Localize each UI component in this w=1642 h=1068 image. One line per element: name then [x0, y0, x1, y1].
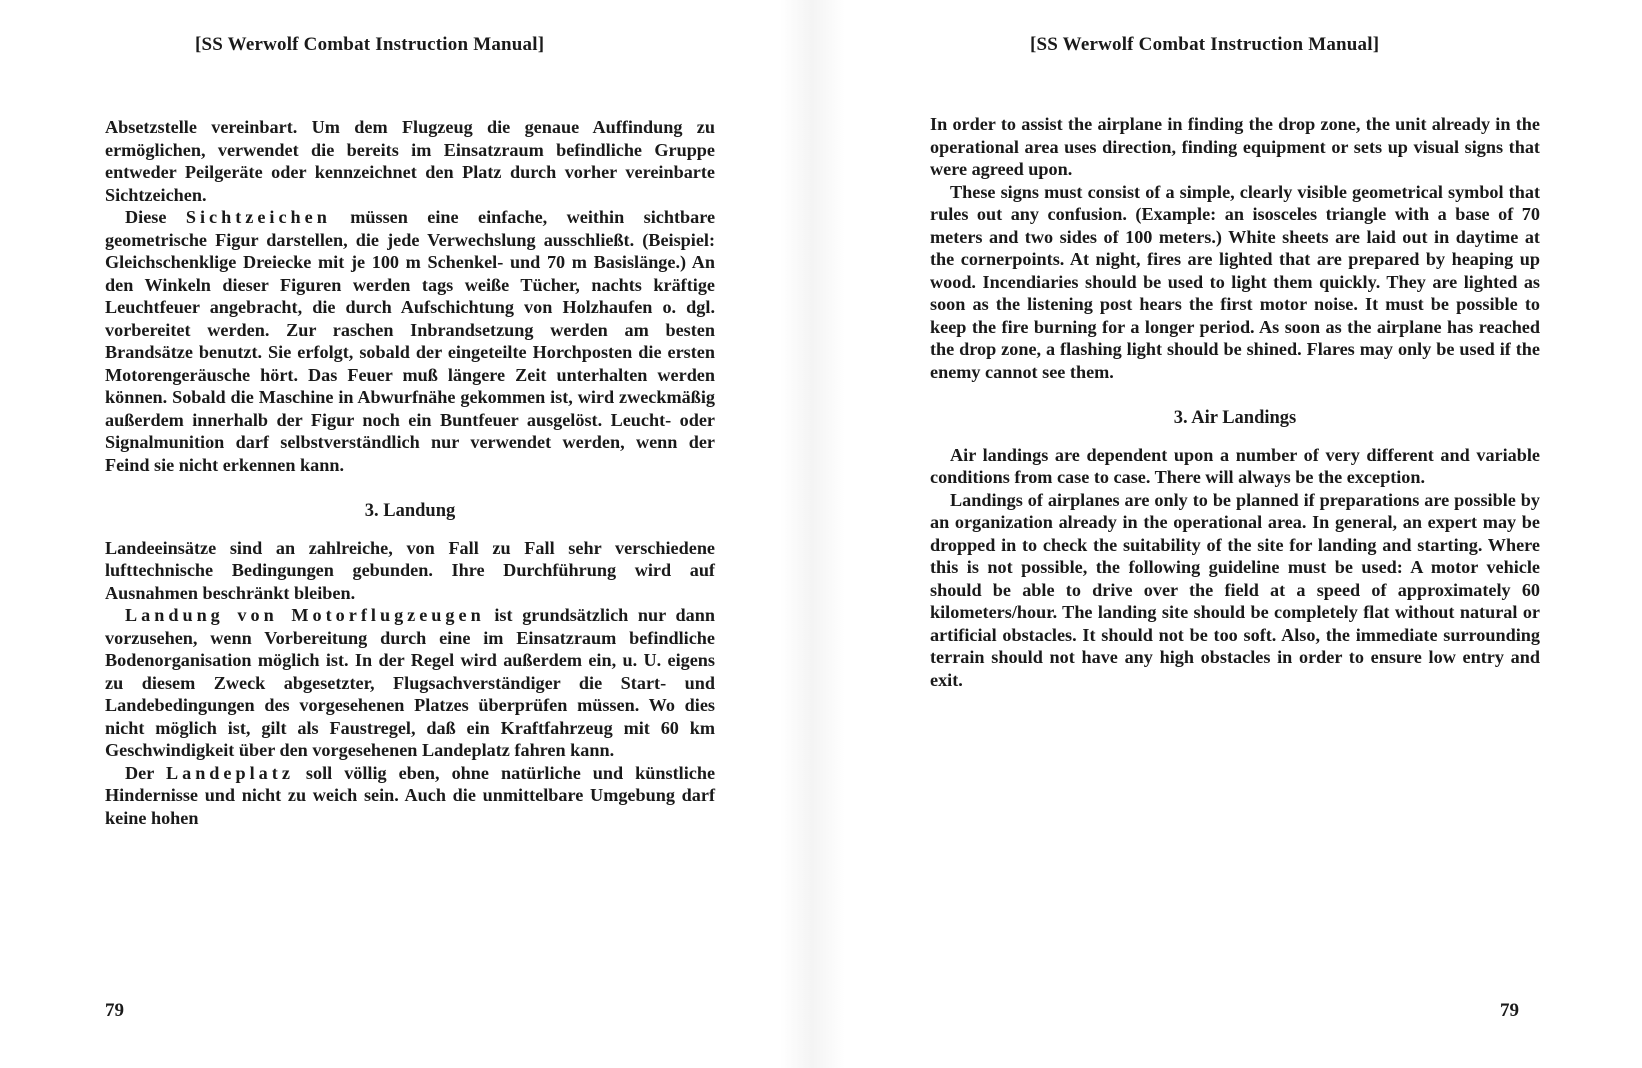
running-header: [SS Werwolf Combat Instruction Manual]: [1030, 34, 1380, 55]
spaced-term: Landeplatz: [165, 762, 294, 783]
book-gutter: [780, 0, 845, 1068]
paragraph: [105, 604, 715, 762]
paragraph-lead: Diese: [125, 207, 167, 227]
paragraph: Air landings are dependent upon a number of very different and variable conditions from case to case. There will always be the exception.: [930, 444, 1540, 487]
spaced-term: Sichtzeichen: [185, 207, 331, 227]
right-page: [845, 0, 1642, 1068]
running-header: [SS Werwolf Combat Instruction Manual]: [195, 34, 545, 55]
paragraph: [105, 762, 715, 830]
spaced-term: Landung von Motorflugzeugen: [125, 605, 485, 625]
paragraph-lead: Der: [125, 762, 154, 783]
body-text: [105, 116, 715, 829]
page-number: 79: [1500, 1000, 1519, 1021]
paragraph: Landeeinsätze sind an zahlreiche, von Fall zu Fall sehr verschiedene lufttechnische Bedingungen gebunden. Ihre Durchführung wird auf Ausnahmen beschränkt bleiben.: [105, 537, 715, 603]
section-heading: 3. Air Landings: [1173, 408, 1297, 428]
body-text: [930, 113, 1540, 691]
paragraph-text: müssen eine einfache, weithin sichtbare geometrische Figur darstellen, die jede Verwechslung ausschließt. (Beispiel: Gleichschenklige Dreiecke mit je 100 m Schenkel- und 70 m Basislänge.) An den Winkeln dieser Figuren werden tags weiße Tücher, nachts kräftige Leuchtfeuer angebracht, die durch Aufschichtung von Holzhaufen o. dgl. vorbereitet werden. Zur raschen Inbrandsetzung werden am besten Brandsätze benutzt. Sie erfolgt, sobald der eingeteilte Horchposten die ersten Motorengeräusche hört. Das Feuer muß längere Zeit unterhalten werden können. Sobald die Maschine in Abwurfnähe gekommen ist, wird zweckmäßig außerdem innerhalb der Figur noch ein Buntfeuer ausgelöst. Leucht- oder Signalmunition darf selbstverständlich nur verwendet werden, wenn der Feind sie nicht erkennen kann.: [105, 207, 716, 475]
paragraph-text: soll völlig eben, ohne natürliche und künstliche Hindernisse und nicht zu weich sein. Auch die unmittelbare Umgebung darf keine hohen: [105, 762, 716, 828]
paragraph: In order to assist the airplane in finding the drop zone, the unit already in the operational area uses direction, finding equipment or sets up visual signs that were agreed upon.: [930, 114, 1540, 179]
paragraph: [105, 206, 715, 476]
section-heading: 3. Landung: [364, 501, 456, 521]
page-number: 79: [105, 1000, 124, 1021]
paragraph-text: ist grundsätzlich nur dann vorzusehen, wenn Vorbereitung durch eine im Einsatzraum befindliche Bodenorganisation möglich ist. In der Regel wird außerdem ein, u. U. eigens zu diesem Zweck abgesetzter, Flugsachverständiger die Start- und Landebedingungen des vorgesehenen Platzes überprüfen müssen. Wo dies nicht möglich ist, gilt als Faustregel, daß ein Kraftfahrzeug mit 60 km Geschwindigkeit über den vorgesehenen Landeplatz fahren kann.: [105, 605, 715, 760]
paragraph: These signs must consist of a simple, clearly visible geometrical symbol that rules out any confusion. (Example: an isosceles triangle with a base of 70 meters and two sides of 100 meters.) White sheets are laid out in daytime at the cornerpoints. At night, fires are lighted that are prepared by heaping up wood. Incendiaries should be used to light them quickly. They are lighted as soon as the listening post hears the first motor noise. It must be possible to keep the fire burning for a longer period. As soon as the airplane has reached the drop zone, a flashing light should be shined. Flares may only be used if the enemy cannot see them.: [930, 181, 1540, 382]
paragraph: Landings of airplanes are only to be planned if preparations are possible by an organization already in the operational area. In general, an expert may be dropped in to check the suitability of the site for landing and starting. Where this is not possible, the following guideline must be used: A motor vehicle should be able to drive over the field at a speed of approximately 60 kilometers/hour. The landing site should be completely flat without natural or artificial obstacles. It should not be too soft. Also, the immediate surrounding terrain should not have any high obstacles in order to ensure low entry and exit.: [930, 489, 1540, 690]
paragraph: Absetzstelle vereinbart. Um dem Flugzeug die genaue Auffindung zu ermöglichen, verwendet die bereits im Einsatzraum befindliche Gruppe entweder Peilgeräte oder kennzeichnet den Platz durch vorher vereinbarte Sichtzeichen.: [105, 117, 715, 205]
left-page: [0, 0, 780, 1068]
